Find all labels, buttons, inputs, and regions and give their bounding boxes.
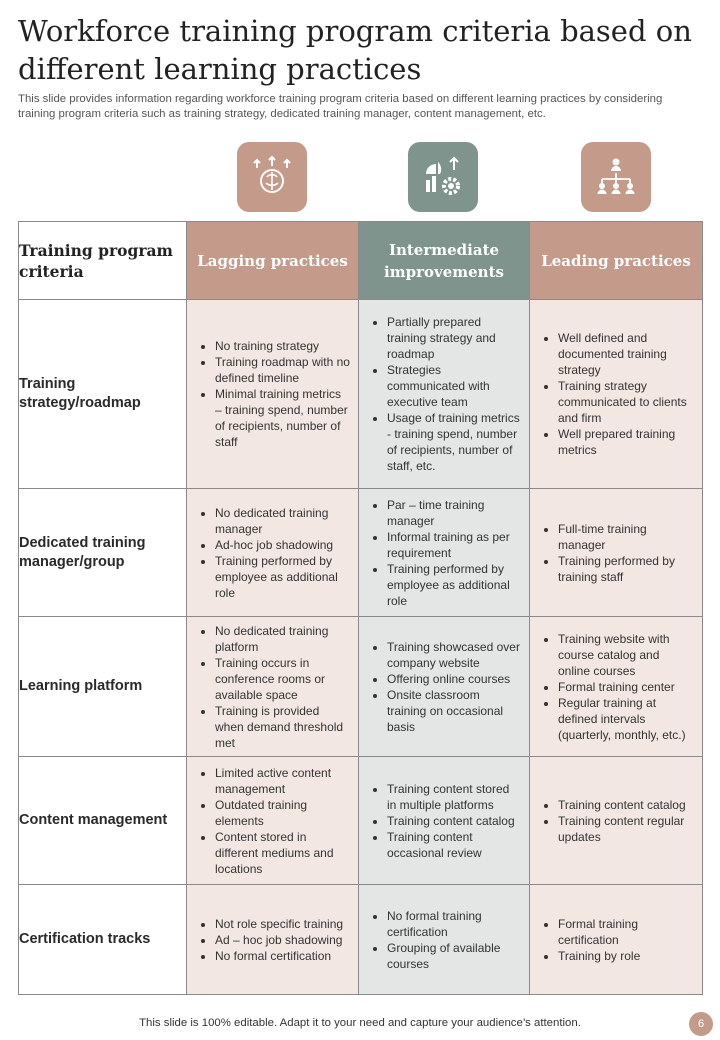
list-item: • Ad – hoc job shadowing (215, 932, 350, 948)
leading-cell (530, 885, 703, 995)
list-item: • Training roadmap with no defined timeline (215, 354, 350, 386)
leading-cell (530, 300, 703, 489)
list-item: • Well defined and documented training strategy (558, 330, 694, 378)
intermediate-cell (359, 885, 530, 995)
slide-subtitle: This slide provides information regarding workforce training program criteria based on different learning practices by considering training program criteria such as training strategy, dedicated training manager, content management, etc. (18, 93, 663, 120)
list-item: • Full-time training manager (558, 521, 694, 553)
table-row (19, 489, 703, 617)
list-item: • Training performed by employee as additional role (387, 561, 521, 609)
list-item: • Regular training at defined intervals (quarterly, monthly, etc.) (558, 695, 694, 743)
list-item: • Outdated training elements (215, 797, 350, 829)
list-item: • Training content occasional review (387, 829, 521, 861)
lagging-cell (187, 489, 359, 617)
list-item: • Training performed by training staff (558, 553, 694, 585)
table-row (19, 617, 703, 757)
row-criteria: Training strategy/roadmap (19, 300, 187, 489)
row-criteria: Dedicated training manager/group (19, 489, 187, 617)
chart-gear-icon (420, 154, 466, 200)
list-item: • No dedicated training platform (215, 623, 350, 655)
list-item: • Training occurs in conference rooms or available space (215, 655, 350, 703)
footer-note: This slide is 100% editable. Adapt it to your need and capture your audience’s attention. (139, 1017, 581, 1029)
list-item: • Ad-hoc job shadowing (215, 537, 350, 553)
header-criteria: Training program criteria (19, 222, 187, 300)
slide-title: Workforce training program criteria based on different learning practices (18, 14, 692, 86)
lagging-cell (187, 300, 359, 489)
leading-cell (530, 489, 703, 617)
list-item: • Limited active content management (215, 765, 350, 797)
list-item: • Par – time training manager (387, 497, 521, 529)
list-item: • Well prepared training metrics (558, 426, 694, 458)
list-item: • Training by role (558, 948, 694, 964)
brain-growth-icon (249, 154, 295, 200)
list-item: • Informal training as per requirement (387, 529, 521, 561)
list-item: • No formal training certification (387, 908, 521, 940)
hierarchy-icon (593, 154, 639, 200)
list-item: • Training showcased over company website (387, 639, 521, 671)
header-leading: Leading practices (530, 222, 703, 300)
header-lagging: Lagging practices (187, 222, 359, 300)
list-item: • Minimal training metrics – training spend, number of recipients, number of staff (215, 386, 350, 450)
table-header-row (19, 222, 703, 300)
row-criteria: Certification tracks (19, 885, 187, 995)
leading-icon-tile (581, 142, 651, 212)
list-item: • Training content regular updates (558, 813, 694, 845)
lagging-icon-tile (237, 142, 307, 212)
list-item: • No dedicated training manager (215, 505, 350, 537)
list-item: • Not role specific training (215, 916, 350, 932)
list-item: • Partially prepared training strategy and roadmap (387, 314, 521, 362)
list-item: • Training content stored in multiple platforms (387, 781, 521, 813)
table-row (19, 885, 703, 995)
table-row (19, 300, 703, 489)
list-item: • Grouping of available courses (387, 940, 521, 972)
list-item: • Formal training center (558, 679, 694, 695)
list-item: • Offering online courses (387, 671, 521, 687)
lagging-cell (187, 885, 359, 995)
list-item: • Onsite classroom training on occasional basis (387, 687, 521, 735)
lagging-cell (187, 617, 359, 757)
list-item: • Formal training certification (558, 916, 694, 948)
row-criteria: Content management (19, 757, 187, 885)
lagging-cell (187, 757, 359, 885)
intermediate-cell (359, 617, 530, 757)
intermediate-cell (359, 300, 530, 489)
list-item: • Training strategy communicated to clients and firm (558, 378, 694, 426)
list-item: • Training content catalog (558, 797, 694, 813)
criteria-table (18, 221, 703, 995)
leading-cell (530, 617, 703, 757)
table-row (19, 757, 703, 885)
intermediate-cell (359, 757, 530, 885)
intermediate-icon-tile (408, 142, 478, 212)
list-item: • Training is provided when demand threshold met (215, 703, 350, 751)
list-item: • Training website with course catalog and online courses (558, 631, 694, 679)
list-item: • Training performed by employee as additional role (215, 553, 350, 601)
page-number-badge: 6 (689, 1012, 713, 1036)
list-item: • Training content catalog (387, 813, 521, 829)
list-item: • Strategies communicated with executive team (387, 362, 521, 410)
header-intermediate: Intermediate improvements (359, 222, 530, 300)
list-item: • Content stored in different mediums and locations (215, 829, 350, 877)
list-item: • No formal certification (215, 948, 350, 964)
row-criteria: Learning platform (19, 617, 187, 757)
intermediate-cell (359, 489, 530, 617)
leading-cell (530, 757, 703, 885)
list-item: • No training strategy (215, 338, 350, 354)
list-item: • Usage of training metrics - training spend, number of recipients, number of staff, etc. (387, 410, 521, 474)
